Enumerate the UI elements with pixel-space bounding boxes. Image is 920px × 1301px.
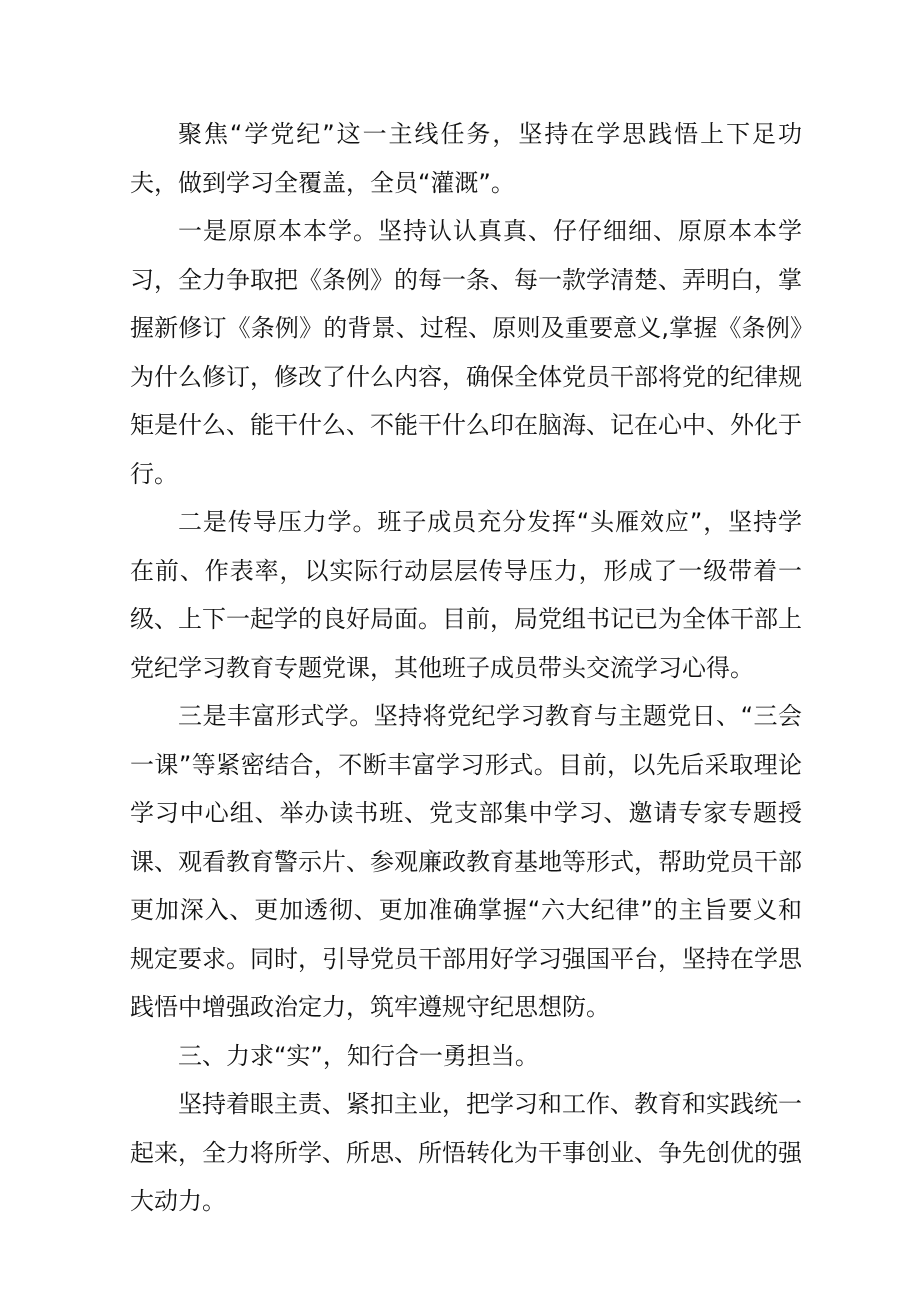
paragraph-original-study: 一是原原本本学。坚持认认真真、仔仔细细、原原本本学习，全力争取把《条例》的每一条、每一款学清楚、弄明白，掌握新修订《条例》的背景、过程、原则及重要意义,掌握《条例》为什么修订，修改了什么内容，确保全体党员干部将党的纪律规矩是什么、能干什么、不能干什么印在脑海、记在心中、外化于行。: [130, 217, 802, 488]
document-body: [130, 110, 802, 1226]
paragraph-pressure-study: 二是传导压力学。班子成员充分发挥“头雁效应”，坚持学在前、作表率，以实际行动层层传导压力，形成了一级带着一级、上下一起学的良好局面。目前，局党组书记已为全体干部上党纪学习教育专题党课，其他班子成员带头交流学习心得。: [130, 508, 802, 682]
paragraph-practice: 坚持着眼主责、紧扣主业，把学习和工作、教育和实践统一起来，全力将所学、所思、所悟转化为干事创业、争先创优的强大动力。: [130, 1090, 802, 1215]
section-heading-practice: 三、力求“实”，知行合一勇担当。: [178, 1041, 539, 1070]
paragraph-diverse-study: 三是丰富形式学。坚持将党纪学习教育与主题党日、“三会一课”等紧密结合，不断丰富学习形式。目前，以先后采取理论学习中心组、举办读书班、党支部集中学习、邀请专家专题授课、观看教育警示片、参观廉政教育基地等形式，帮助党员干部更加深入、更加透彻、更加准确掌握“六大纪律”的主旨要义和规定要求。同时，引导党员干部用好学习强国平台，坚持在学思践悟中增强政治定力，筑牢遵规守纪思想防。: [130, 702, 802, 1021]
paragraph-focus-discipline: 聚焦“学党纪”这一主线任务，坚持在学思践悟上下足功夫，做到学习全覆盖，全员“灌溉”。: [130, 120, 802, 197]
